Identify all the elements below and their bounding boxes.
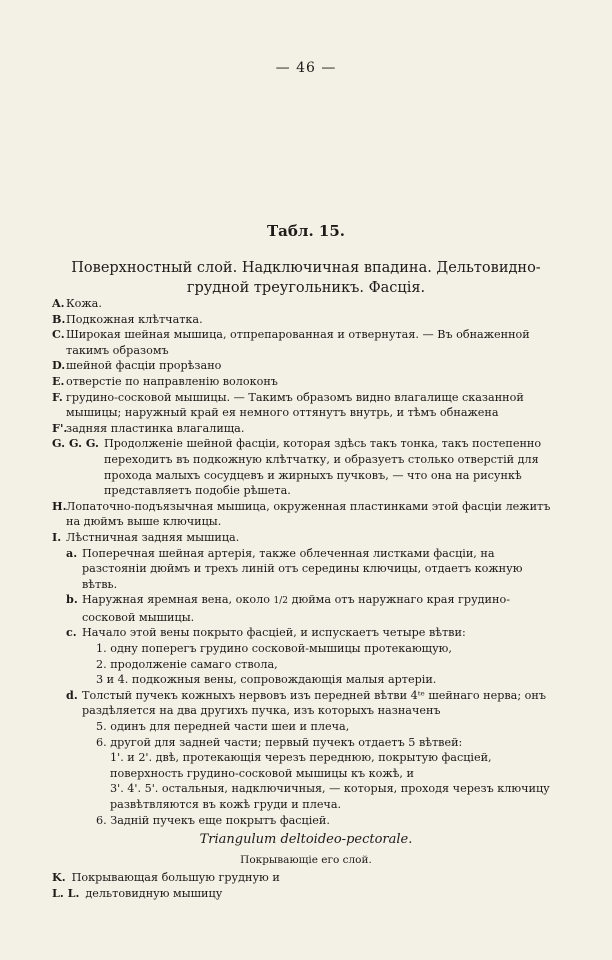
sub-item: 6. другой для задней части; первый пучекъ отдаетъ 5 вѣтвей: (96, 735, 463, 749)
subtitle: Поверхностный слой. Надключичная впадина. Дельтовидно-грудной треугольникъ. Фасція. (71, 260, 541, 296)
deep-item: 1'. и 2'. двѣ, протекающія черезъ переднюю, покрытую фасціей, поверхность грудино-сосковой мышицы къ кожѣ, и (110, 751, 492, 780)
entry-d (52, 358, 552, 374)
entry-text: Кожа. (66, 297, 102, 310)
entry-label: F. (52, 389, 63, 404)
sub-entry-label: a. (66, 545, 78, 560)
bottom-entries (52, 870, 552, 901)
entry-label: A. (52, 296, 65, 310)
sub-entry-text: Начало этой вены покрыто фасціей, и испускаетъ четыре вѣтви: (82, 626, 466, 640)
entry-label: C. (52, 327, 65, 342)
sub-item: 1. одну поперегъ грудино сосковой-мышицы протекающую, (96, 642, 452, 656)
entry-label: E. (52, 373, 65, 388)
entry-text: Широкая шейная мышица, отпрепарованная и отвернутая. — Въ обнаженной такимъ образомъ (66, 328, 530, 357)
legend-entries (52, 296, 552, 828)
entry-label: B. (52, 311, 66, 326)
entry-b (52, 312, 552, 328)
entry-text: дельтовидную мышицу (85, 886, 223, 900)
sub-entry-text: Поперечная шейная артерія, также облеченная листками фасціи, на разстояніи дюймъ и трехъ линій отъ середины ключицы, отдаетъ кожную вѣтвь. (82, 546, 523, 591)
sub-entry-text (82, 592, 552, 625)
entry-g (52, 436, 552, 498)
entry-label: L. L. (52, 885, 80, 900)
entry-i (52, 530, 552, 546)
entry-text: Подкожная клѣтчатка. (66, 312, 203, 326)
entry-text: Покрывающая большую грудную и (71, 871, 280, 884)
entry-label: K. (52, 870, 66, 884)
entry-label: H. (52, 498, 67, 513)
entry-a (52, 296, 552, 312)
fraction: 1/2 (273, 596, 288, 607)
sub-item: 5. одинъ для передней части шеи и плеча, (96, 720, 350, 734)
sub-entry-d (66, 688, 552, 719)
entry-label: D. (52, 358, 66, 373)
table-title: Табл. 15. (266, 222, 345, 240)
sub-item: 3 и 4. подкожныя вены, сопровождающія малыя артеріи. (96, 673, 437, 687)
section-subheading: Покрывающіе его слой. (240, 854, 372, 866)
section-heading: Triangulum deltoideo-pectorale. (199, 832, 413, 847)
entry-text: задняя пластинка влагалища. (66, 421, 245, 435)
entry-text: шейной фасціи прорѣзано (66, 359, 222, 373)
sub-entry-c (66, 625, 552, 641)
entry-text: грудино-сосковой мышицы. — Такимъ образомъ видно влагалище сказанной мышицы; наружный край ея немного оттянутъ внутрь, и тѣмъ обнажена (66, 390, 524, 420)
entry-e (52, 374, 552, 390)
page-number: — 46 — (275, 60, 337, 76)
sub-entry-b (66, 592, 552, 625)
entry-f-prime (52, 421, 552, 437)
entry-label: I. (52, 529, 62, 544)
sub-entry-label: c. (66, 625, 77, 640)
entry-text: Продолженіе шейной фасціи, которая здѣсь такъ тонка, такъ постепенно переходитъ въ подкожную клѣтчатку, и образуетъ столько отверстій для прохода малыхъ сосудцевъ и жирныхъ пучковъ, — что она на рисункѣ представляетъ подобіе рѣшета. (103, 437, 542, 498)
sub-entry-a (66, 546, 552, 593)
text-after-fraction: дюйма отъ наружнаго края грудино-сосковой мышицы. (82, 593, 510, 624)
entry-label: G. G. G. (52, 436, 99, 451)
entry-text: отверстіе по направленію волоконъ (66, 374, 278, 388)
entry-k (52, 870, 552, 886)
entry-h (52, 499, 552, 530)
deep-item: 3'. 4'. 5'. остальныя, надключичныя, — которыя, проходя черезъ ключицу развѣтвляются въ кожѣ груди и плеча. (110, 782, 550, 811)
entry-text: Лопаточно-подъязычная мышица, окруженная пластинками этой фасціи лежитъ на дюймъ выше ключицы. (66, 499, 551, 529)
sub-item: 6. Задній пучекъ еще покрытъ фасціей. (96, 813, 330, 827)
sub-item: 2. продолженіе самаго ствола, (96, 657, 278, 671)
sub-entry-text: Толстый пучекъ кожныхъ нервовъ изъ передней вѣтви 4ᵗᵉ шейнаго нерва; онъ раздѣляется на два другихъ пучка, изъ которыхъ назначенъ (82, 688, 546, 718)
entry-text: Лѣстничная задняя мышица. (66, 530, 240, 544)
entry-label: F'. (52, 420, 68, 435)
sub-entry-label: d. (66, 687, 78, 702)
entry-c (52, 327, 552, 358)
entry-l (52, 886, 552, 902)
text-before-fraction: Наружная яремная вена, около (82, 593, 270, 607)
entry-f (52, 390, 552, 421)
sub-entry-label: b. (66, 592, 78, 607)
